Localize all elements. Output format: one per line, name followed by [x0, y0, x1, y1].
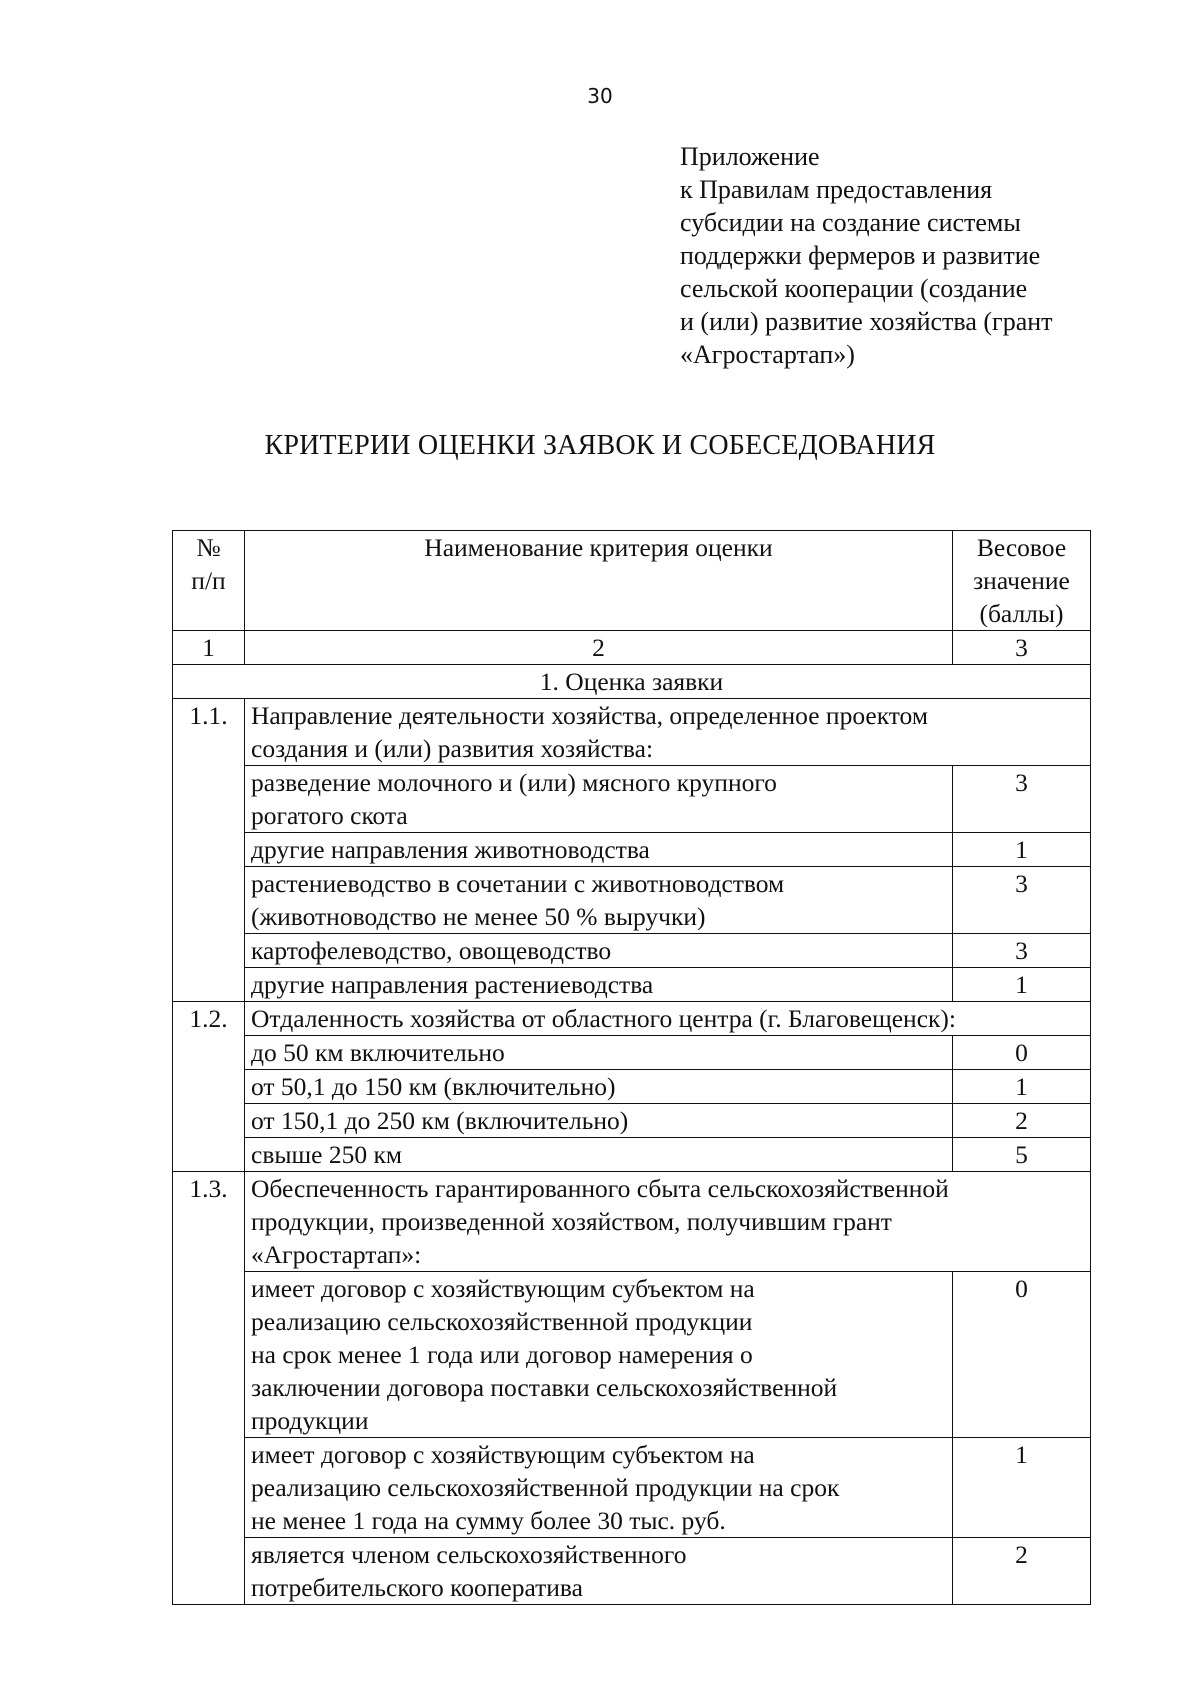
appendix-line: Приложение: [680, 142, 820, 171]
option-text-line: реализацию сельскохозяйственной продукции на срок: [251, 1473, 840, 1502]
option-text-line: разведение молочного и (или) мясного крупного: [251, 768, 777, 797]
option-text: [245, 1070, 953, 1104]
section-row: [173, 665, 1091, 699]
option-score: 1: [953, 968, 1091, 1002]
option-row: [173, 1538, 1091, 1605]
option-text-line: потребительского кооператива: [251, 1573, 583, 1602]
option-text: [245, 1036, 953, 1070]
criterion-row: [173, 1002, 1091, 1036]
column-number-cell: 2: [245, 631, 953, 665]
appendix-line: субсидии на создание системы: [680, 208, 1021, 237]
option-row: [173, 833, 1091, 867]
option-text-line: имеет договор с хозяйствующим субъектом на: [251, 1440, 755, 1469]
criterion-text-line: Направление деятельности хозяйства, определенное проектом: [251, 701, 928, 730]
option-score: 5: [953, 1138, 1091, 1172]
option-text-line: (животноводство не менее 50 % выручки): [251, 902, 706, 931]
header-num-line: №: [196, 533, 221, 562]
option-text: [245, 1138, 953, 1172]
table-header-row: [173, 531, 1091, 631]
option-row: [173, 1438, 1091, 1538]
option-score: 1: [953, 833, 1091, 867]
option-text-line: картофелеводство, овощеводство: [251, 936, 612, 965]
criterion-text: [245, 1002, 1091, 1036]
criterion-text: [245, 699, 1091, 766]
option-text-line: другие направления растениеводства: [251, 970, 654, 999]
criteria-table: [172, 530, 1091, 1605]
option-text-line: от 50,1 до 150 км (включительно): [251, 1072, 616, 1101]
option-text-line: рогатого скота: [251, 801, 408, 830]
option-text: [245, 1272, 953, 1438]
option-row: [173, 867, 1091, 934]
criterion-text-line: создания и (или) развития хозяйства:: [251, 734, 654, 763]
option-text-line: растениеводство в сочетании с животноводством: [251, 869, 785, 898]
appendix-note: [680, 140, 1140, 371]
header-weight-line: Весовое: [976, 533, 1067, 562]
option-score: 3: [953, 867, 1091, 934]
option-text-line: имеет договор с хозяйствующим субъектом на: [251, 1274, 755, 1303]
option-text-line: до 50 км включительно: [251, 1038, 505, 1067]
option-row: [173, 1070, 1091, 1104]
option-score: 3: [953, 934, 1091, 968]
criterion-text-line: Обеспеченность гарантированного сбыта сельскохозяйственной: [251, 1174, 949, 1203]
header-name-cell: [245, 531, 953, 631]
option-row: [173, 1272, 1091, 1438]
option-text: [245, 968, 953, 1002]
option-row: [173, 766, 1091, 833]
option-score: 0: [953, 1036, 1091, 1070]
option-text: [245, 934, 953, 968]
appendix-line: «Агростартап»): [680, 340, 855, 369]
option-text-line: от 150,1 до 250 км (включительно): [251, 1106, 629, 1135]
appendix-line: и (или) развитие хозяйства (грант: [680, 307, 1053, 336]
option-score: 1: [953, 1438, 1091, 1538]
option-row: [173, 968, 1091, 1002]
appendix-line: к Правилам предоставления: [680, 175, 993, 204]
option-score: 1: [953, 1070, 1091, 1104]
criterion-row: [173, 699, 1091, 766]
option-text-line: реализацию сельскохозяйственной продукции: [251, 1307, 753, 1336]
criterion-text-line: «Агростартап»:: [251, 1240, 422, 1269]
option-text: [245, 1538, 953, 1605]
option-text-line: свыше 250 км: [251, 1140, 402, 1169]
option-text-line: заключении договора поставки сельскохозяйственной: [251, 1373, 838, 1402]
column-number-cell: 3: [953, 631, 1091, 665]
option-score: 0: [953, 1272, 1091, 1438]
option-text-line: является членом сельскохозяйственного: [251, 1540, 687, 1569]
option-text: [245, 1104, 953, 1138]
header-weight-cell: [953, 531, 1091, 631]
option-score: 3: [953, 766, 1091, 833]
column-number-row: [173, 631, 1091, 665]
criterion-number: 1.2.: [173, 1002, 245, 1172]
option-score: 2: [953, 1538, 1091, 1605]
option-text-line: на срок менее 1 года или договор намерения о: [251, 1340, 753, 1369]
option-row: [173, 1138, 1091, 1172]
option-text-line: другие направления животноводства: [251, 835, 650, 864]
criterion-text-line: Отдаленность хозяйства от областного центра (г. Благовещенск):: [251, 1004, 956, 1033]
criterion-row: [173, 1172, 1091, 1272]
header-num-line: п/п: [191, 566, 226, 595]
header-num-cell: [173, 531, 245, 631]
section-title: 1. Оценка заявки: [173, 665, 1091, 699]
option-text: [245, 766, 953, 833]
appendix-line: поддержки фермеров и развитие: [680, 241, 1041, 270]
option-score: 2: [953, 1104, 1091, 1138]
option-row: [173, 1036, 1091, 1070]
column-number-cell: 1: [173, 631, 245, 665]
appendix-line: сельской кооперации (создание: [680, 274, 1028, 303]
document-title: КРИТЕРИИ ОЦЕНКИ ЗАЯВОК И СОБЕСЕДОВАНИЯ: [264, 430, 936, 461]
option-row: [173, 934, 1091, 968]
header-weight-line: значение: [973, 566, 1070, 595]
criterion-text: [245, 1172, 1091, 1272]
header-name: Наименование критерия оценки: [424, 533, 773, 562]
option-text-line: продукции: [251, 1406, 369, 1435]
option-text: [245, 1438, 953, 1538]
page-number: 30: [587, 84, 613, 108]
criterion-number: 1.3.: [173, 1172, 245, 1605]
option-text: [245, 867, 953, 934]
option-text: [245, 833, 953, 867]
header-weight-line: (баллы): [979, 599, 1064, 628]
criterion-number: 1.1.: [173, 699, 245, 1002]
option-text-line: не менее 1 года на сумму более 30 тыс. руб.: [251, 1506, 726, 1535]
option-row: [173, 1104, 1091, 1138]
criterion-text-line: продукции, произведенной хозяйством, получившим грант: [251, 1207, 892, 1236]
